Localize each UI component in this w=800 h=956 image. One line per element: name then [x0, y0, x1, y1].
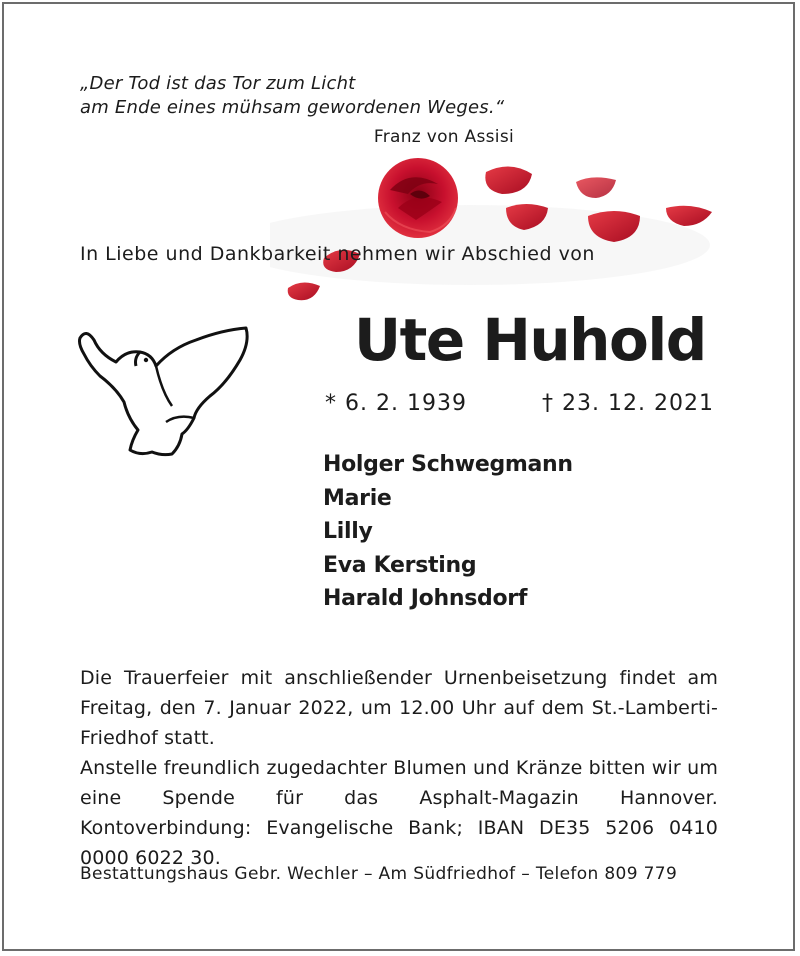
mourner-name: Eva Kersting: [323, 552, 477, 578]
mourner-name: Marie: [323, 485, 392, 511]
rose-icon: [378, 158, 458, 238]
mourners-list: [323, 448, 573, 616]
death-date: † 23. 12. 2021: [542, 391, 714, 416]
funeral-info-paragraph: Die Trauerfeier mit anschließender Urnenbeisetzung findet am Freitag, den 7. Januar 2022, um 12.00 Uhr auf dem St.-Lamberti-Friedhof statt.: [80, 667, 718, 749]
donation-info-paragraph: Anstelle freundlich zugedachter Blumen und Kränze bitten wir um eine Spende für das Asphalt-Magazin Hannover. Kontoverbindung: Evangelische Bank; IBAN DE35 5206 0410 0000 6022 30.: [80, 757, 718, 869]
mourner-name: Harald Johnsdorf: [323, 586, 528, 611]
quote-line-1: „Der Tod ist das Tor zum Licht: [80, 73, 356, 94]
intro-text: In Liebe und Dankbarkeit nehmen wir Abschied von: [80, 243, 595, 265]
mourner-name: Lilly: [323, 519, 373, 544]
quote-line-2: am Ende eines mühsam gewordenen Weges.“: [80, 97, 505, 118]
birth-date: * 6. 2. 1939: [325, 391, 467, 416]
quote: [80, 72, 520, 120]
deceased-name: Ute Huhold: [354, 306, 706, 374]
funeral-details: [80, 663, 718, 873]
funeral-home-footer: Bestattungshaus Gebr. Wechler – Am Südfriedhof – Telefon 809 779: [80, 864, 678, 884]
quote-author: Franz von Assisi: [373, 127, 514, 147]
rose-petals-image: [270, 150, 740, 310]
mourner-name: Holger Schwegmann: [323, 452, 573, 477]
dove-icon: [76, 322, 252, 460]
